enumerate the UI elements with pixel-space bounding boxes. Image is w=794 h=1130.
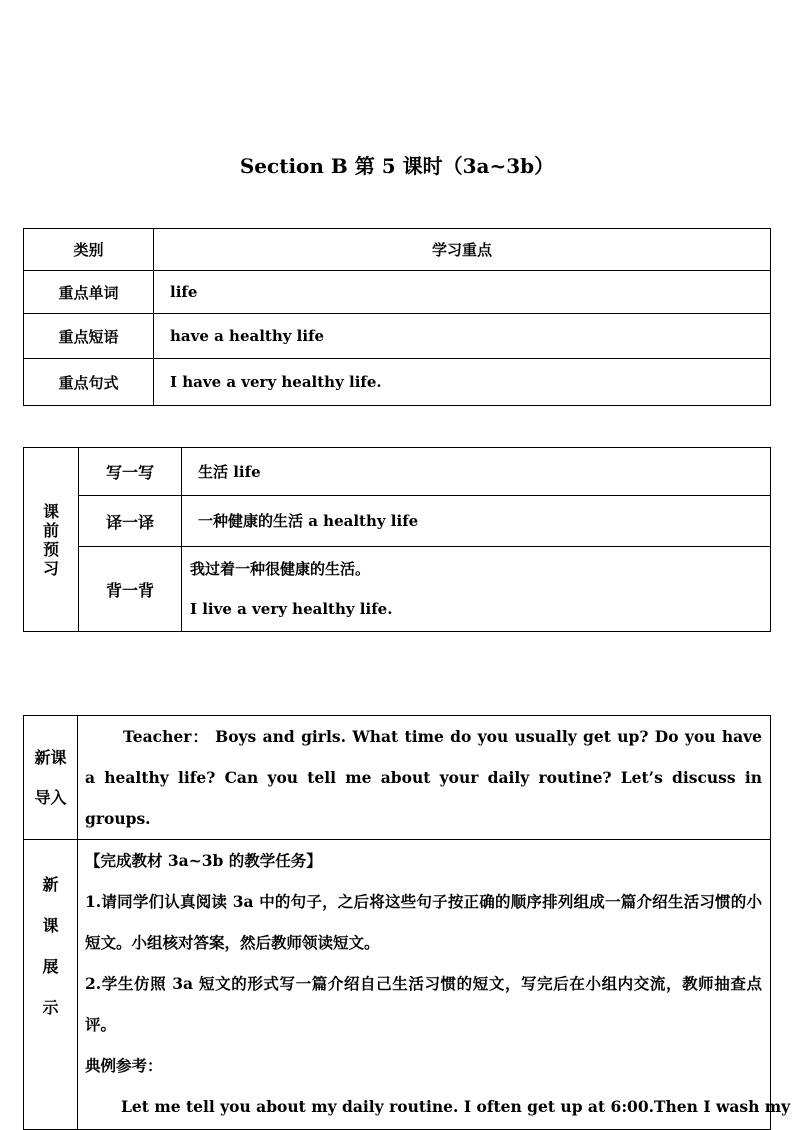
preview-section-label-text: 课前预习 <box>42 501 59 578</box>
row-content-recite <box>182 547 771 632</box>
intro-text-cell <box>78 716 771 840</box>
table-row <box>24 314 771 359</box>
intro-label-line1: 新课 <box>34 747 67 767</box>
row-label-translate: 译一译 <box>79 496 182 547</box>
header-focus: 学习重点 <box>154 229 771 271</box>
row-value-phrases: have a healthy life <box>154 314 771 359</box>
task-heading: 【完成教材 3a~3b 的教学任务】 <box>85 851 322 870</box>
row-label-sentences: 重点句式 <box>24 359 154 406</box>
table-row <box>24 271 771 314</box>
key-points-table <box>23 228 771 406</box>
recite-content-chinese: 我过着一种很健康的生活。 <box>190 560 371 578</box>
table-row <box>24 496 771 547</box>
example-text: Let me tell you about my daily routine. I often get up at 6:00.Then I wash my <box>121 1097 791 1116</box>
preview-section-label <box>24 448 79 632</box>
example-label: 典例参考： <box>85 1056 163 1075</box>
row-value-sentences: I have a very healthy life. <box>154 359 771 406</box>
row-value-words: life <box>154 271 771 314</box>
show-label-char: 示 <box>42 998 59 1017</box>
row-label-write: 写一写 <box>79 448 182 496</box>
show-content-cell <box>78 840 791 1130</box>
task-item-1: 1.请同学们认真阅读 3a 中的句子，之后将这些句子按正确的顺序排列组成一篇介绍生活习惯的小短文。小组核对答案，然后教师领读短文。 <box>85 892 762 952</box>
show-label-char: 课 <box>42 916 59 935</box>
show-label-char: 展 <box>42 957 59 976</box>
show-label <box>24 840 78 1130</box>
table-header-row <box>24 229 771 271</box>
write-content: 生活 life <box>198 462 261 481</box>
header-category: 类别 <box>24 229 154 271</box>
row-label-phrases: 重点短语 <box>24 314 154 359</box>
preview-table <box>23 447 771 632</box>
table-row <box>24 840 771 1130</box>
intro-text: Teacher： Boys and girls. What time do you usually get up? Do you have a healthy life? Can you tell me about your daily routine? Let’s discuss in groups. <box>85 727 762 828</box>
page-title: Section B 第 5 课时（3a~3b） <box>239 154 555 178</box>
row-content-write <box>182 448 771 496</box>
table-row <box>24 359 771 406</box>
recite-content-english: I live a very healthy life. <box>190 600 393 618</box>
lesson-table <box>23 715 791 1130</box>
task-item-2: 2.学生仿照 3a 短文的形式写一篇介绍自己生活习惯的短文，写完后在小组内交流，教师抽查点评。 <box>85 974 762 1034</box>
row-label-recite: 背一背 <box>79 547 182 632</box>
row-content-translate <box>182 496 771 547</box>
table-row <box>24 547 771 632</box>
intro-label-line2: 导入 <box>34 787 67 807</box>
table-row <box>24 716 771 840</box>
show-label-char: 新 <box>42 875 59 894</box>
row-label-words: 重点单词 <box>24 271 154 314</box>
intro-label <box>24 716 78 840</box>
translate-content: 一种健康的生活 a healthy life <box>198 512 419 530</box>
table-row <box>24 448 771 496</box>
